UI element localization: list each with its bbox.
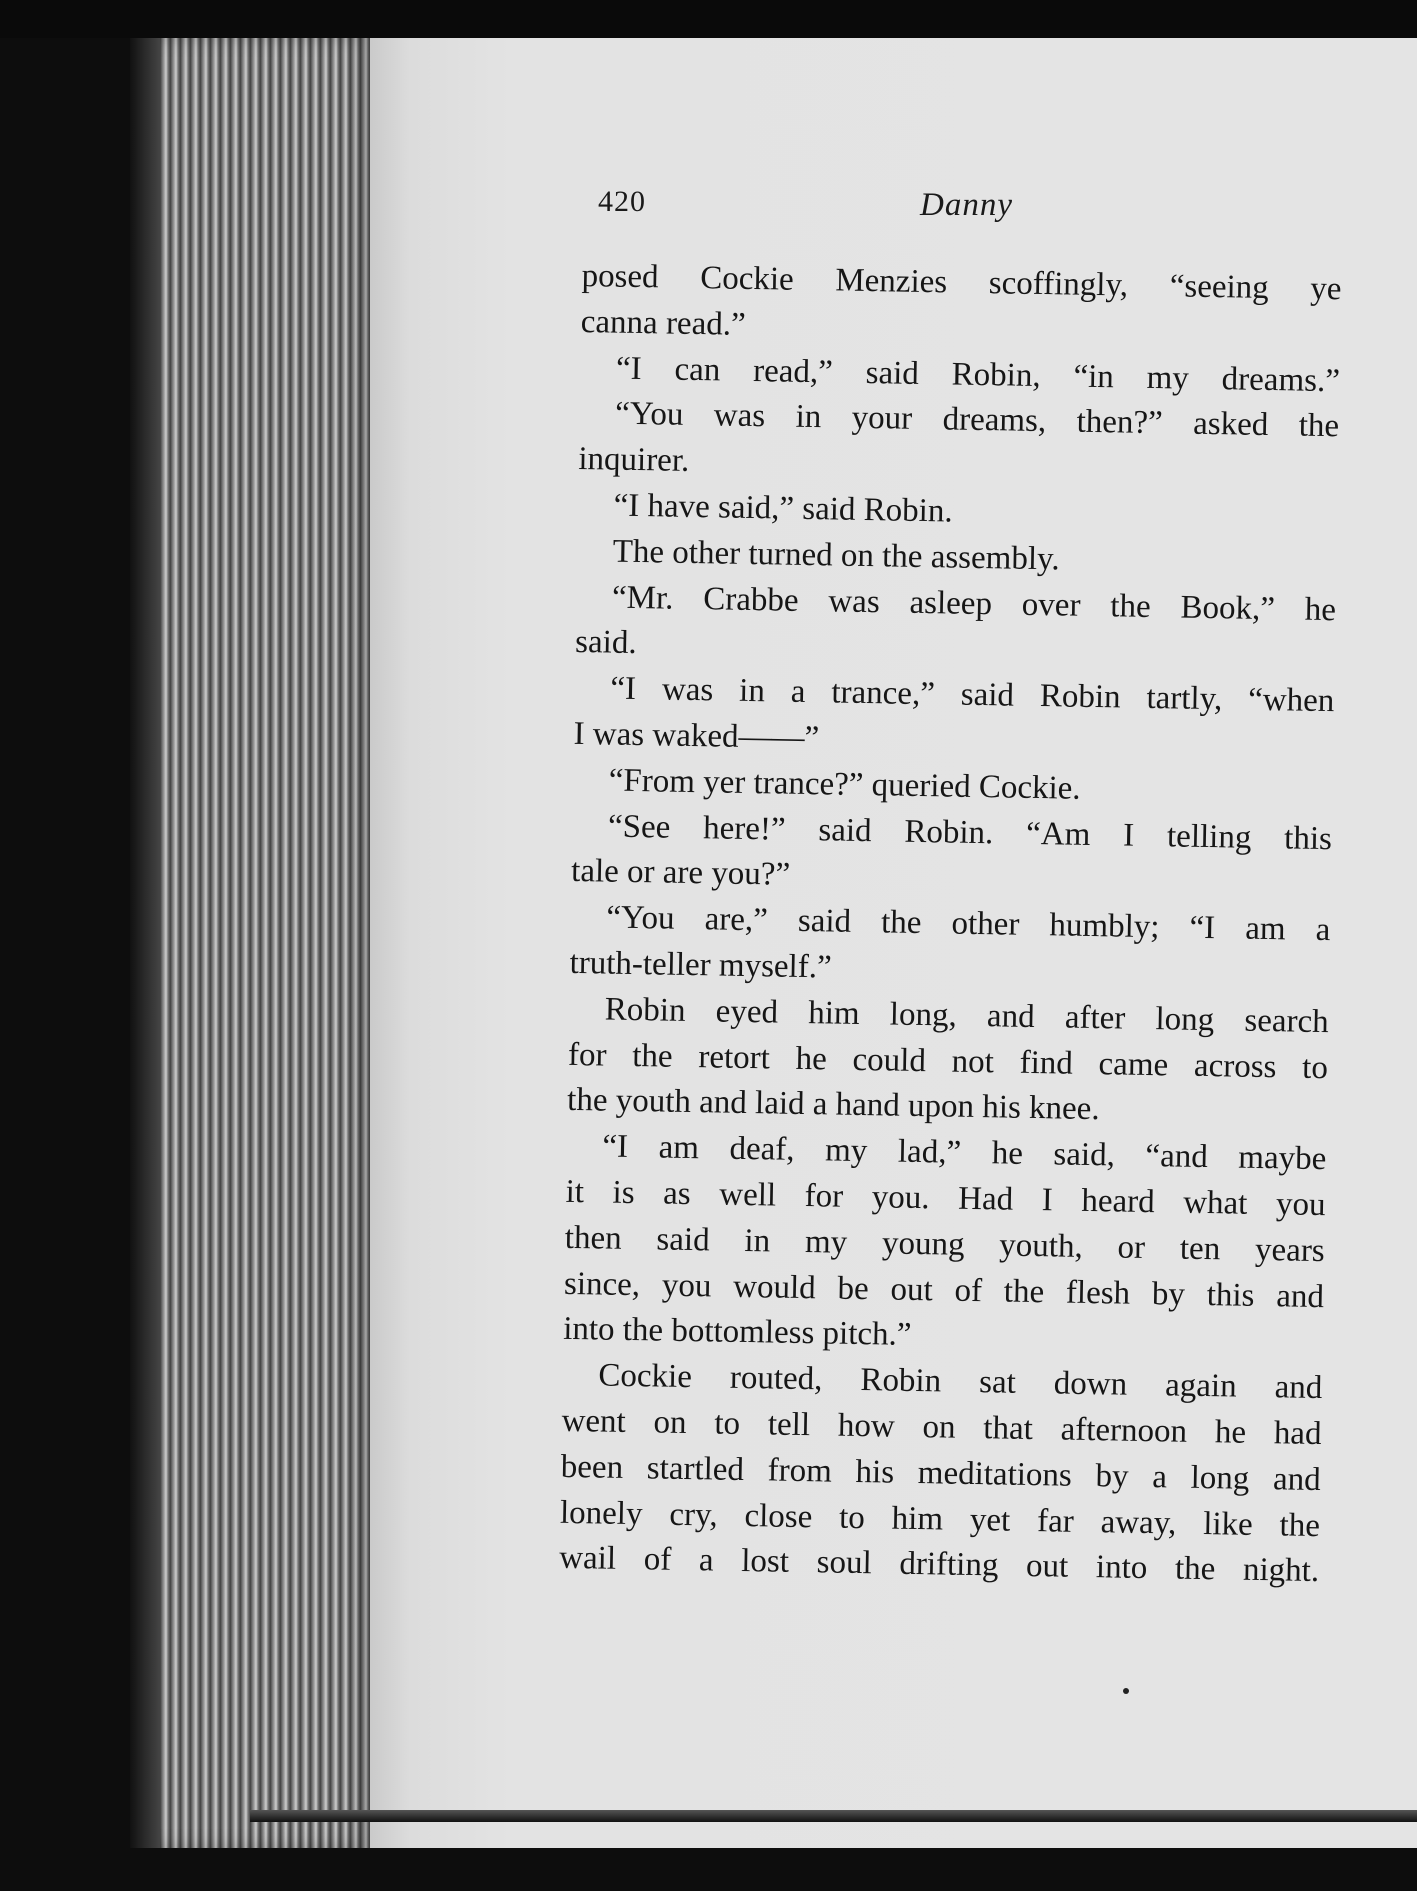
text-line: into the bottomless pitch.” [562, 1311, 912, 1354]
text-line: “I was in a trance,” said Robin tartly, “when [610, 670, 1335, 720]
text-line: it is as well for you. Had I heard what you [565, 1173, 1326, 1224]
page-edges [130, 38, 370, 1848]
text-line: “I have said,” said Robin. [613, 487, 953, 530]
text-line: then said in my young youth, or ten years [564, 1219, 1326, 1269]
text-line: said. [574, 624, 637, 662]
text-line: tale or are you?” [570, 853, 791, 894]
text-line: posed Cockie Menzies scoffingly, “seeing ye [581, 257, 1342, 308]
text-line: “Mr. Crabbe was asleep over the Book,” he [611, 579, 1337, 628]
text-line: “You are,” said the other humbly; “I am a [606, 899, 1331, 949]
page-header [598, 185, 1358, 235]
page-number: 420 [598, 185, 646, 218]
text-line: “I can read,” said Robin, “in my dreams.” [615, 350, 1341, 399]
text-line: went on to tell how on that afternoon he had [561, 1402, 1322, 1453]
body-text [559, 254, 1342, 1595]
ink-speck [1123, 1688, 1129, 1694]
text-line: I was waked——” [573, 715, 820, 757]
text-line: “You was in your dreams, then?” asked the [614, 395, 1340, 445]
text-line: been startled from his meditations by a long and [560, 1448, 1322, 1498]
text-line: truth-teller myself.” [569, 944, 832, 986]
text-line: The other turned on the assembly. [612, 533, 1060, 578]
text-line: “From yer trance?” queried Cockie. [608, 762, 1081, 807]
scan-top-shadow [0, 0, 1417, 38]
text-line: the youth and laid a hand upon his knee. [566, 1082, 1100, 1128]
text-line: for the retort he could not find came across to [567, 1036, 1329, 1086]
text-line: “I am deaf, my lad,” he said, “and maybe [602, 1128, 1327, 1178]
text-line: since, you would be out of the flesh by this and [563, 1265, 1325, 1315]
text-line: Cockie routed, Robin sat down again and [598, 1357, 1323, 1407]
running-title: Danny [920, 187, 1013, 223]
page-bottom-edge [250, 1810, 1417, 1822]
text-line: lonely cry, close to him yet far away, like the [559, 1494, 1321, 1544]
text-line: canna read.” [580, 303, 746, 343]
text-line: “See here!” said Robin. “Am I telling this [607, 808, 1333, 857]
text-line: wail of a lost soul drifting out into the night. [558, 1540, 1320, 1590]
text-line: inquirer. [578, 441, 690, 480]
text-line: Robin eyed him long, and after long search [604, 991, 1330, 1040]
spine-shadow [130, 38, 160, 1848]
